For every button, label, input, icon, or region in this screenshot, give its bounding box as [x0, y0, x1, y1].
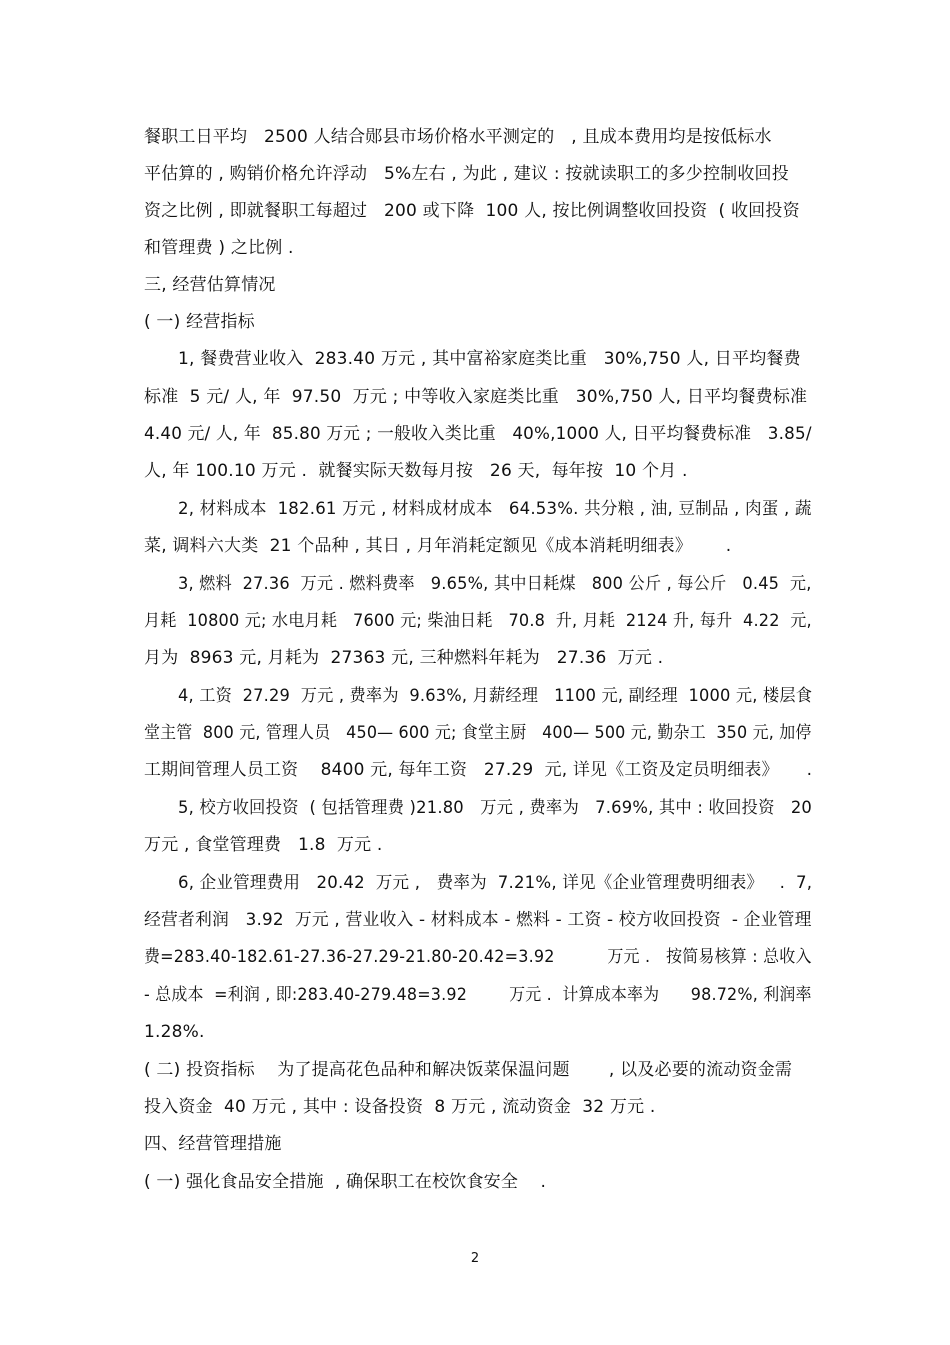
text-line: 人, 年 100.10 万元 . 就餐实际天数每月按 26 天, 每年按 10 个月 . [144, 461, 688, 481]
text-line: 月耗 10800 元; 水电月耗 7600 元; 柴油日耗 70.8 升, 月耗 2124 升, 每升 4.22 元, [144, 611, 812, 631]
text-line: 菜, 调料六大类 21 个品种 , 其日 , 月年消耗定额见《成本消耗明细表》 . [144, 536, 732, 556]
section-heading: 三, 经营估算情况 [144, 275, 276, 295]
section-heading: 四、经营管理措施 [144, 1134, 282, 1154]
text-line: 1.28%. [144, 1022, 205, 1042]
text-line: 投入资金 40 万元 , 其中 : 设备投资 8 万元 , 流动资金 32 万元 . [144, 1097, 656, 1117]
text-line: 资之比例 , 即就餐职工每超过 200 或下降 100 人, 按比例调整收回投资 ( 收回投资 [144, 201, 800, 221]
text-line: 4.40 元/ 人, 年 85.80 万元 ; 一般收入类比重 40%,1000 人, 日平均餐费标准 3.85/ [144, 424, 812, 444]
text-line: 3, 燃料 27.36 万元 . 燃料费率 9.65%, 其中日耗煤 800 公斤 , 每公斤 0.45 元, [178, 574, 812, 594]
text-line: 工期间管理人员工资 8400 元, 每年工资 27.29 元, 详见《工资及定员明细表》 . [144, 760, 813, 780]
text-line: - 总成本 =利润 , 即:283.40-279.48=3.92 万元 . 计算成本率为 98.72%, 利润率 [144, 985, 812, 1005]
subsection-heading: ( 二) 投资指标 为了提高花色品种和解决饭菜保温问题 , 以及必要的流动资金需 [144, 1060, 793, 1080]
text-line: 6, 企业管理费用 20.42 万元 , 费率为 7.21%, 详见《企业管理费明细表》 . 7, [178, 873, 813, 893]
text-line: 餐职工日平均 2500 人结合郧县市场价格水平测定的 , 且成本费用均是按低标水 [144, 127, 772, 147]
subsection-heading: ( 一) 经营指标 [144, 312, 255, 332]
text-line: 2, 材料成本 182.61 万元 , 材料成材成本 64.53%. 共分粮 , 油, 豆制品 , 肉蛋 , 蔬 [178, 499, 812, 519]
subsection-heading: ( 一) 强化食品安全措施 , 确保职工在校饮食安全 . [144, 1172, 547, 1192]
text-line: 标准 5 元/ 人, 年 97.50 万元 ; 中等收入家庭类比重 30%,750 人, 日平均餐费标准 [144, 387, 808, 407]
text-line: 月为 8963 元, 月耗为 27363 元, 三种燃料年耗为 27.36 万元 . [144, 648, 664, 668]
text-line: 4, 工资 27.29 万元 , 费率为 9.63%, 月薪经理 1100 元, 副经理 1000 元, 楼层食 [178, 686, 813, 706]
text-line: 堂主管 800 元, 管理人员 450— 600 元; 食堂主厨 400— 500 元, 勤杂工 350 元, 加停 [144, 723, 812, 743]
text-line: 平估算的 , 购销价格允许浮动 5%左右 , 为此 , 建议 : 按就读职工的多少控制收回投 [144, 164, 789, 184]
text-line: 费=283.40-182.61-27.36-27.29-21.80-20.42=3.92 万元 . 按简易核算 : 总收入 [144, 947, 812, 967]
text-line: 5, 校方收回投资 ( 包括管理费 )21.80 万元 , 费率为 7.69%, 其中 : 收回投资 20 [178, 798, 813, 818]
text-line: 1, 餐费营业收入 283.40 万元 , 其中富裕家庭类比重 30%,750 人, 日平均餐费 [178, 349, 801, 369]
page-number: 2 [470, 1251, 480, 1266]
text-line: 和管理费 ) 之比例 . [144, 238, 294, 258]
text-line: 经营者利润 3.92 万元 , 营业收入 - 材料成本 - 燃料 - 工资 - 校方收回投资 - 企业管理 [144, 910, 812, 930]
text-line: 万元 , 食堂管理费 1.8 万元 . [144, 835, 383, 855]
